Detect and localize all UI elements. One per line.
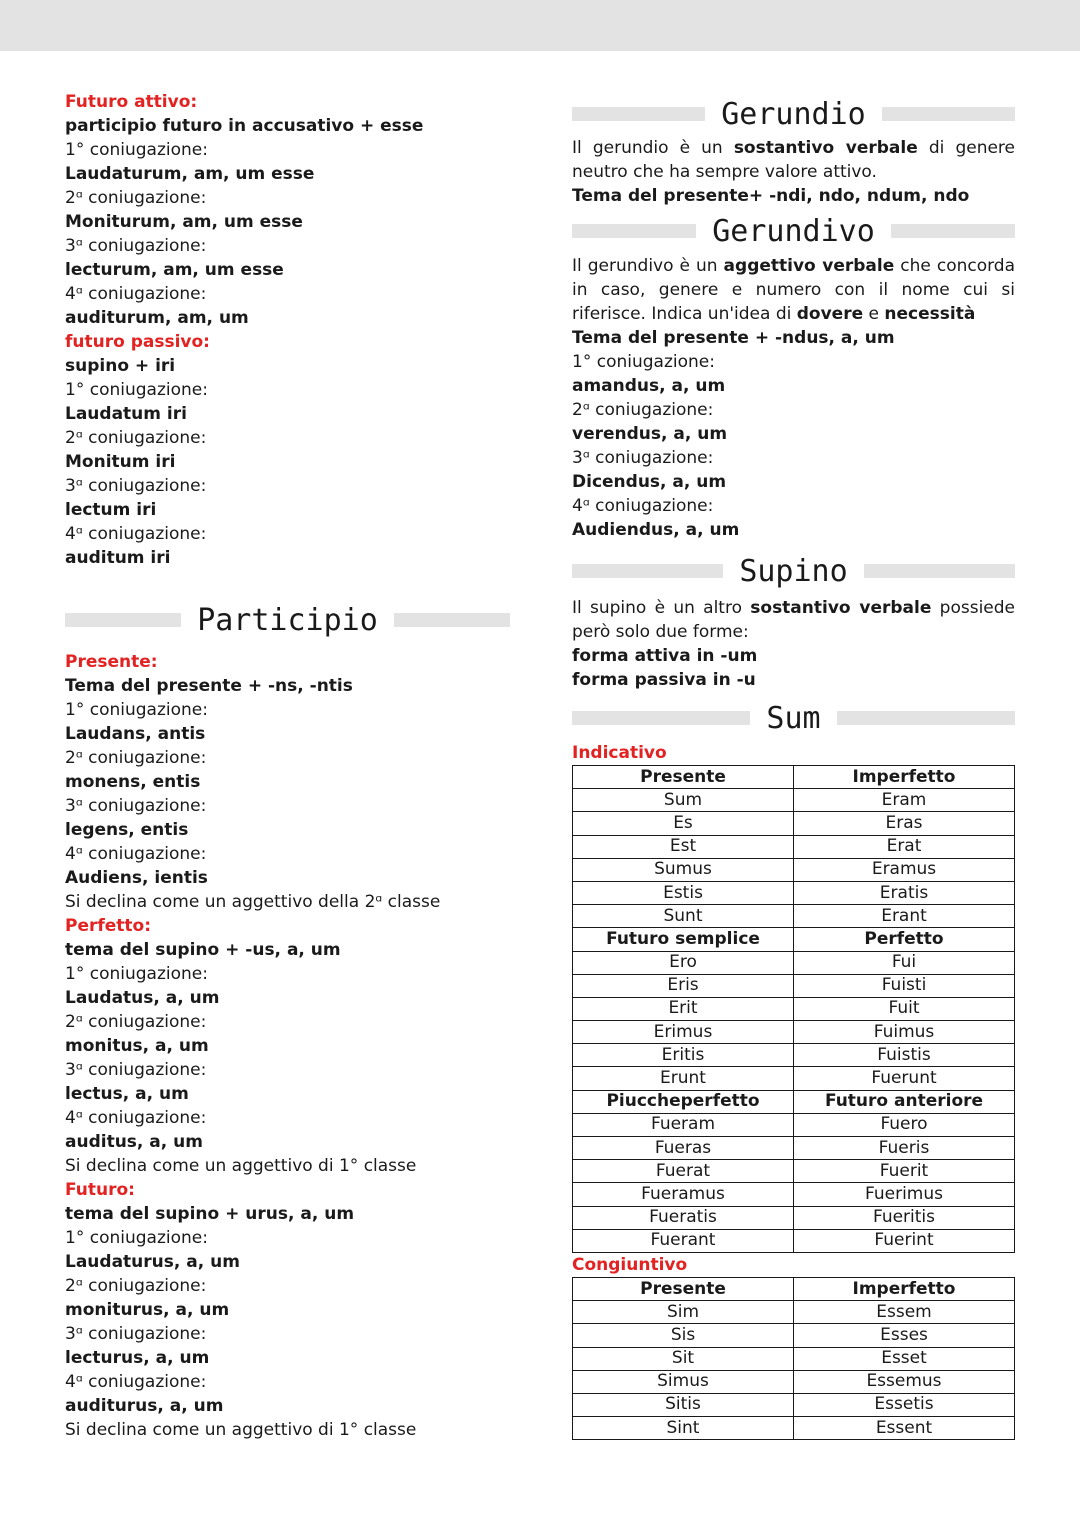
tense-header: Perfetto	[794, 928, 1015, 951]
conj-value: auditus, a, um	[65, 1132, 203, 1152]
gerundio-heading	[572, 92, 1015, 136]
verb-form: Sint	[573, 1417, 794, 1440]
tense-header: Presente	[573, 766, 794, 789]
verb-form: Erimus	[573, 1021, 794, 1044]
verb-form: Sunt	[573, 905, 794, 928]
heading-bar	[572, 224, 696, 238]
verb-form: Eram	[794, 789, 1015, 812]
verb-form: Sit	[573, 1347, 794, 1370]
conj-value: Dicendus, a, um	[572, 472, 727, 492]
text: che concorda in caso, genere e numero con il nome cui si riferisce. Indica un'idea di	[572, 256, 1016, 324]
verb-form: Erant	[794, 905, 1015, 928]
conj-value: lecturus, a, um	[65, 1348, 210, 1368]
text: Il supino è un altro	[572, 598, 742, 618]
conj-label: 3ᵅ coniugazione:	[65, 796, 207, 816]
text-bold: aggettivo verbale	[723, 256, 895, 276]
heading-bar	[572, 107, 705, 121]
conj-value: legens, entis	[65, 820, 189, 840]
text: Il gerundivo è un	[572, 256, 718, 276]
verb-form: Fuisti	[794, 974, 1015, 997]
verb-form: Erat	[794, 835, 1015, 858]
conj-value: Laudatus, a, um	[65, 988, 220, 1008]
supino-heading	[572, 546, 1015, 596]
right-column	[572, 92, 1015, 1440]
verb-form: Esses	[794, 1324, 1015, 1347]
conj-value: Laudaturum, am, um esse	[65, 164, 315, 184]
conj-label: 3ᵅ coniugazione:	[65, 476, 207, 496]
table-row	[573, 997, 1015, 1020]
declension-note: Si declina come un aggettivo di 1° classe	[65, 1420, 417, 1440]
futuro-passivo-section	[65, 330, 510, 570]
table-row	[573, 1417, 1015, 1440]
verb-form: Es	[573, 812, 794, 835]
conj-label: 1° coniugazione:	[65, 1228, 208, 1248]
verb-form: Est	[573, 835, 794, 858]
text-bold: sostantivo verbale	[750, 598, 932, 618]
indicativo-title: Indicativo	[572, 743, 667, 763]
section-title: Futuro:	[65, 1180, 135, 1200]
conj-value: monitus, a, um	[65, 1036, 209, 1056]
heading-bar	[65, 613, 181, 627]
verb-form: Essemus	[794, 1370, 1015, 1393]
participio-presente-section	[65, 650, 510, 914]
verb-form: Sum	[573, 789, 794, 812]
conj-value: auditum iri	[65, 548, 171, 568]
section-title: Futuro attivo:	[65, 92, 198, 112]
table-row	[573, 1301, 1015, 1324]
left-column	[65, 90, 510, 1442]
verb-form: Fueratis	[573, 1206, 794, 1229]
congiuntivo-title: Congiuntivo	[572, 1254, 688, 1275]
heading-bar	[837, 711, 1015, 725]
tense-header: Futuro semplice	[573, 928, 794, 951]
table-row	[573, 858, 1015, 881]
conj-label: 1° coniugazione:	[65, 140, 208, 160]
table-row	[573, 905, 1015, 928]
heading-title: Sum	[766, 700, 821, 736]
conj-label: 2ᵅ coniugazione:	[65, 428, 207, 448]
conj-value: Moniturum, am, um esse	[65, 212, 303, 232]
verb-form: Fui	[794, 951, 1015, 974]
verb-form: Essetis	[794, 1393, 1015, 1416]
declension-note: Si declina come un aggettivo di 1° classe	[65, 1156, 417, 1176]
rule: supino + iri	[65, 356, 176, 376]
verb-form: Essem	[794, 1301, 1015, 1324]
verb-form: Fueram	[573, 1113, 794, 1136]
section-title: Perfetto:	[65, 916, 152, 936]
tense-header-row	[573, 766, 1015, 789]
conj-label: 1° coniugazione:	[65, 964, 208, 984]
heading-bar	[882, 107, 1015, 121]
heading-bar	[891, 224, 1015, 238]
gerundivo-heading	[572, 208, 1015, 254]
heading-bar	[572, 711, 750, 725]
rule: Tema del presente + -ns, -ntis	[65, 676, 353, 696]
table-row	[573, 789, 1015, 812]
text: Il gerundio è un	[572, 138, 723, 158]
conj-label: 4ᵅ coniugazione:	[572, 496, 714, 516]
conj-value: Laudaturus, a, um	[65, 1252, 240, 1272]
rule: Tema del presente + -ndus, a, um	[572, 328, 895, 348]
conj-label: 3ᵅ coniugazione:	[572, 448, 714, 468]
table-row	[573, 1113, 1015, 1136]
table-row	[573, 1324, 1015, 1347]
conj-value: Laudatum iri	[65, 404, 187, 424]
conj-value: lectus, a, um	[65, 1084, 189, 1104]
verb-form: Fueritis	[794, 1206, 1015, 1229]
tense-header-row	[573, 1277, 1015, 1300]
verb-form: Erunt	[573, 1067, 794, 1090]
verb-form: Fuerit	[794, 1160, 1015, 1183]
verb-form: Erit	[573, 997, 794, 1020]
verb-form: Eritis	[573, 1044, 794, 1067]
conj-label: 4ᵅ coniugazione:	[65, 844, 207, 864]
text: di genere neutro che ha sempre valore attivo.	[572, 138, 1016, 182]
conj-value: auditurus, a, um	[65, 1396, 224, 1416]
text: e	[868, 304, 879, 324]
verb-form: Sitis	[573, 1393, 794, 1416]
conj-label: 2ᵅ coniugazione:	[65, 748, 207, 768]
verb-form: Fuero	[794, 1113, 1015, 1136]
tense-header: Imperfetto	[794, 766, 1015, 789]
heading-title: Gerundio	[721, 96, 866, 132]
table-row	[573, 1393, 1015, 1416]
conj-label: 4ᵅ coniugazione:	[65, 1372, 207, 1392]
verb-form: Sis	[573, 1324, 794, 1347]
verb-form: Eris	[573, 974, 794, 997]
table-row	[573, 951, 1015, 974]
table-row	[573, 835, 1015, 858]
heading-bar	[394, 613, 510, 627]
sum-heading	[572, 694, 1015, 742]
indicativo-table	[572, 765, 1015, 1253]
conj-value: Audiens, ientis	[65, 868, 208, 888]
rule: Tema del presente+ -ndi, ndo, ndum, ndo	[572, 186, 970, 206]
verb-form: Essent	[794, 1417, 1015, 1440]
rule: participio futuro in accusativo + esse	[65, 116, 424, 136]
table-row	[573, 1160, 1015, 1183]
verb-form: Sumus	[573, 858, 794, 881]
verb-form: Esset	[794, 1347, 1015, 1370]
verb-form: Fueras	[573, 1137, 794, 1160]
tense-header-row	[573, 1090, 1015, 1113]
table-row	[573, 1021, 1015, 1044]
verb-form: Fuistis	[794, 1044, 1015, 1067]
conj-label: 2ᵅ coniugazione:	[65, 1276, 207, 1296]
table-row	[573, 1137, 1015, 1160]
conj-value: moniturus, a, um	[65, 1300, 230, 1320]
heading-title: Participio	[197, 602, 378, 638]
conj-value: verendus, a, um	[572, 424, 728, 444]
verb-form: Eratis	[794, 881, 1015, 904]
heading-bar	[864, 564, 1015, 578]
conj-label: 4ᵅ coniugazione:	[65, 284, 207, 304]
participio-futuro-section	[65, 1178, 510, 1442]
forma-passiva: forma passiva in -u	[572, 670, 756, 690]
conj-label: 3ᵅ coniugazione:	[65, 1060, 207, 1080]
forma-attiva: forma attiva in -um	[572, 646, 758, 666]
verb-form: Eras	[794, 812, 1015, 835]
table-row	[573, 1067, 1015, 1090]
heading-bar	[572, 564, 723, 578]
conj-value: auditurum, am, um	[65, 308, 249, 328]
conj-value: Laudans, antis	[65, 724, 206, 744]
table-row	[573, 1347, 1015, 1370]
verb-form: Estis	[573, 881, 794, 904]
conj-value: lecturum, am, um esse	[65, 260, 284, 280]
conj-label: 1° coniugazione:	[65, 380, 208, 400]
verb-form: Simus	[573, 1370, 794, 1393]
table-row	[573, 974, 1015, 997]
rule: tema del supino + urus, a, um	[65, 1204, 355, 1224]
conj-label: 3ᵅ coniugazione:	[65, 236, 207, 256]
verb-form: Fueris	[794, 1137, 1015, 1160]
verb-form: Sim	[573, 1301, 794, 1324]
table-row	[573, 1044, 1015, 1067]
verb-form: Fuimus	[794, 1021, 1015, 1044]
gerundio-definition	[572, 136, 1015, 184]
top-bar	[0, 0, 1080, 51]
table-row	[573, 1229, 1015, 1252]
section-title: Presente:	[65, 652, 158, 672]
tense-header-row	[573, 928, 1015, 951]
congiuntivo-table	[572, 1277, 1015, 1440]
conj-label: 4ᵅ coniugazione:	[65, 1108, 207, 1128]
conj-label: 1° coniugazione:	[65, 700, 208, 720]
verb-form: Ero	[573, 951, 794, 974]
table-row	[573, 1206, 1015, 1229]
tense-header: Futuro anteriore	[794, 1090, 1015, 1113]
table-row	[573, 881, 1015, 904]
gerundivo-definition	[572, 254, 1015, 326]
verb-form: Fueramus	[573, 1183, 794, 1206]
tense-header: Imperfetto	[794, 1277, 1015, 1300]
tense-header: Piuccheperfetto	[573, 1090, 794, 1113]
verb-form: Fuerimus	[794, 1183, 1015, 1206]
verb-form: Fuit	[794, 997, 1015, 1020]
conj-label: 2ᵅ coniugazione:	[65, 1012, 207, 1032]
conj-value: Audiendus, a, um	[572, 520, 740, 540]
table-row	[573, 1370, 1015, 1393]
supino-definition	[572, 596, 1015, 644]
heading-title: Gerundivo	[712, 213, 875, 249]
conj-value: Monitum iri	[65, 452, 176, 472]
conj-label: 2ᵅ coniugazione:	[65, 188, 207, 208]
table-row	[573, 812, 1015, 835]
participio-perfetto-section	[65, 914, 510, 1178]
tense-header: Presente	[573, 1277, 794, 1300]
conj-label: 1° coniugazione:	[572, 352, 715, 372]
conj-label: 3ᵅ coniugazione:	[65, 1324, 207, 1344]
verb-form: Fuerant	[573, 1229, 794, 1252]
verb-form: Fuerint	[794, 1229, 1015, 1252]
conj-value: lectum iri	[65, 500, 157, 520]
heading-title: Supino	[739, 553, 848, 589]
conj-label: 2ᵅ coniugazione:	[572, 400, 714, 420]
text-bold: necessità	[884, 304, 976, 324]
futuro-attivo-section	[65, 90, 510, 330]
text-bold: dovere	[796, 304, 864, 324]
text: possiede però solo due forme:	[572, 598, 1016, 642]
verb-form: Fuerunt	[794, 1067, 1015, 1090]
verb-form: Eramus	[794, 858, 1015, 881]
conj-label: 4ᵅ coniugazione:	[65, 524, 207, 544]
text-bold: sostantivo verbale	[733, 138, 918, 158]
declension-note: Si declina come un aggettivo della 2ᵅ classe	[65, 892, 441, 912]
participio-heading	[65, 592, 510, 648]
rule: tema del supino + -us, a, um	[65, 940, 341, 960]
table-row	[573, 1183, 1015, 1206]
verb-form: Fuerat	[573, 1160, 794, 1183]
conj-value: monens, entis	[65, 772, 201, 792]
conj-value: amandus, a, um	[572, 376, 726, 396]
section-title: futuro passivo:	[65, 332, 210, 352]
